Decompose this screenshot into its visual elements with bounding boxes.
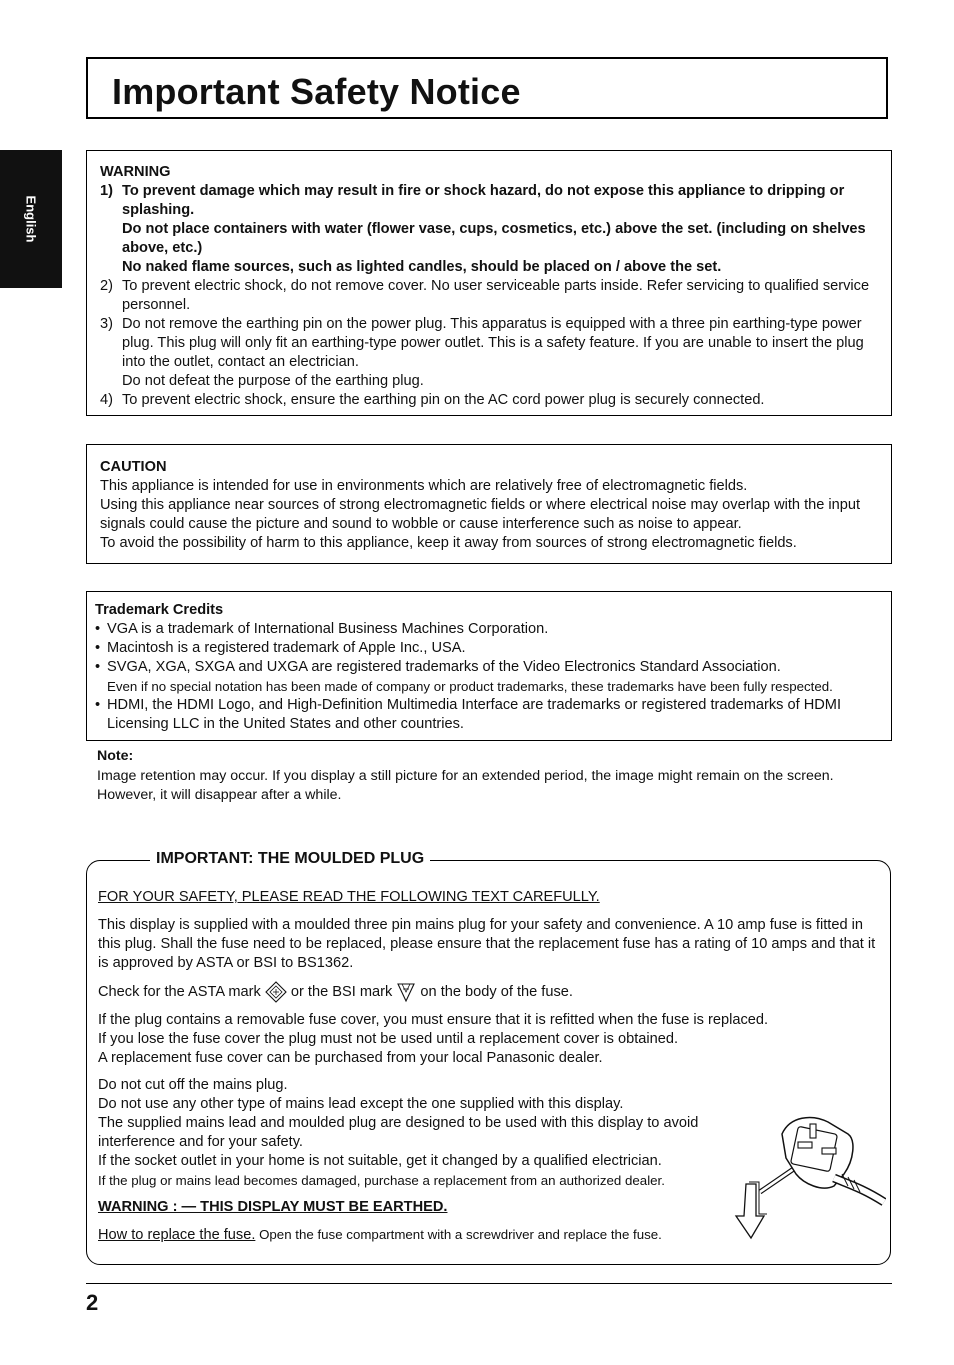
warning-item-1-line-1: To prevent damage which may result in fire or shock hazard, do not expose this appliance to dripping or splashing. (122, 183, 845, 218)
trademark-heading: Trademark Credits (95, 602, 224, 618)
caution-line-2: Using this appliance near sources of strong electromagnetic fields or where electrical noise may overlap with the input signals could cause the picture and sound to wobble or cause interference such as noise to appear. (100, 497, 861, 532)
note-line-1: Image retention may occur. If you display a still picture for an extended period, the image might remain on the screen. (97, 767, 834, 784)
note-section (97, 747, 887, 806)
trademark-item (95, 620, 883, 639)
trademark-item (95, 639, 883, 658)
warning-item-1-line-2: Do not place containers with water (flower vase, cups, cosmetics, etc.) above the set. (including on shelves above, etc.) (122, 221, 866, 256)
language-tab (0, 150, 62, 288)
bullet: • (95, 659, 101, 675)
title-box (86, 57, 888, 119)
check-mark-line (98, 981, 882, 1003)
safety-read-line: FOR YOUR SAFETY, PLEASE READ THE FOLLOWING TEXT CAREFULLY. (98, 889, 600, 905)
warning-heading: WARNING (100, 164, 171, 180)
mains-line-1: Do not cut off the mains plug. (98, 1077, 288, 1093)
mains-line-5: If the plug or mains lead becomes damaged, purchase a replacement from an authorized dealer. (98, 1173, 665, 1188)
warning-list (100, 182, 878, 410)
fuse-cover-line-3: A replacement fuse cover can be purchased from your local Panasonic dealer. (98, 1050, 603, 1066)
trademark-item (95, 658, 883, 696)
warning-box (86, 150, 892, 416)
check-text-b: or the BSI mark (290, 983, 393, 1000)
check-text-a: Check for the ASTA mark (98, 983, 261, 1000)
warning-item-3-text-2: Do not defeat the purpose of the earthing plug. (122, 373, 424, 389)
asta-mark-icon (265, 981, 287, 1003)
caution-heading: CAUTION (100, 459, 167, 475)
caution-line-3: To avoid the possibility of harm to this appliance, keep it away from sources of strong electromagnetic fields. (100, 535, 797, 551)
warning-item-4-text: To prevent electric shock, ensure the earthing pin on the AC cord power plug is securely connected. (122, 392, 765, 408)
trademark-item (95, 696, 883, 734)
mains-line-2: Do not use any other type of mains lead except the one supplied with this display. (98, 1096, 624, 1112)
mains-line-4: If the socket outlet in your home is not suitable, get it changed by a qualified electrician. (98, 1153, 662, 1169)
moulded-plug-heading: IMPORTANT: THE MOULDED PLUG (150, 850, 430, 868)
warning-item-number: 2) (100, 278, 113, 294)
fuse-cover-line-2: If you lose the fuse cover the plug must not be used until a replacement cover is obtained. (98, 1031, 679, 1047)
page-title: Important Safety Notice (112, 71, 521, 112)
bullet: • (95, 640, 101, 656)
warning-item-number: 3) (100, 316, 113, 332)
trademark-item-text: SVGA, XGA, SXGA and UXGA are registered trademarks of the Video Electronics Standard Association. (107, 659, 781, 675)
warning-item-1-line-3: No naked flame sources, such as lighted candles, should be placed on / above the set. (122, 259, 722, 275)
moulded-plug-icon (782, 1118, 884, 1202)
page-number: 2 (86, 1290, 99, 1315)
bullet: • (95, 621, 101, 637)
warning-item-1 (100, 182, 878, 277)
trademark-sub-note: Even if no special notation has been made of company or product trademarks, these trademarks have been fully respected. (107, 679, 833, 694)
mains-lead-block (98, 1076, 738, 1245)
bsi-kitemark-icon (396, 981, 416, 1003)
trademark-list (95, 620, 883, 734)
warning-item-4 (100, 391, 878, 410)
warning-item-3 (100, 315, 878, 391)
warning-item-number: 4) (100, 392, 113, 408)
warning-item-2 (100, 277, 878, 315)
caution-box (86, 444, 892, 564)
trademark-item-text: Macintosh is a registered trademark of Apple Inc., USA. (107, 640, 466, 656)
how-to-replace-text: Open the fuse compartment with a screwdriver and replace the fuse. (255, 1227, 662, 1242)
mains-line-3: The supplied mains lead and moulded plug are designed to be used with this display to avoid interference and for your safety. (98, 1115, 699, 1150)
trademark-box (86, 591, 892, 741)
fuse-paragraph: This display is supplied with a moulded three pin mains plug for your safety and convenience. A 10 amp fuse is fitted in this plug. Shall the fuse need to be replaced, please ensure that the replacement fuse has a rating of 10 amps and that it is approved by ASTA or BSI to BS1362. (98, 917, 876, 971)
warning-item-3-text: Do not remove the earthing pin on the power plug. This apparatus is equipped with a three pin earthing-type power plug. This plug will only fit an earthing-type power outlet. This is a safety feature. If you are unable to insert the plug into the outlet, contact an electrician. (122, 316, 864, 370)
trademark-item-text: HDMI, the HDMI Logo, and High-Definition Multimedia Interface are trademarks or registered trademarks of HDMI Licensing LLC in the United States and other countries. (107, 697, 842, 732)
bullet: • (95, 697, 101, 713)
how-to-replace-label: How to replace the fuse. (98, 1227, 256, 1243)
note-heading: Note: (97, 748, 134, 764)
trademark-item-text: VGA is a trademark of International Business Machines Corporation. (107, 621, 549, 637)
check-text-c: on the body of the fuse. (420, 983, 573, 1000)
how-to-replace-line (98, 1225, 738, 1245)
fuse-cover-line-1: If the plug contains a removable fuse cover, you must ensure that it is refitted when the fuse is replaced. (98, 1012, 769, 1028)
plug-illustration (730, 1112, 886, 1242)
note-line-2: However, it will disappear after a while. (97, 787, 342, 803)
language-tab-label: English (23, 195, 39, 243)
footer-rule (86, 1283, 892, 1284)
caution-line-1: This appliance is intended for use in environments which are relatively free of electromagnetic fields. (100, 478, 748, 494)
must-be-earthed-warning: WARNING : — THIS DISPLAY MUST BE EARTHED. (98, 1199, 448, 1215)
warning-item-number: 1) (100, 183, 113, 199)
warning-item-2-text: To prevent electric shock, do not remove cover. No user serviceable parts inside. Refer servicing to qualified service personnel. (122, 278, 870, 313)
